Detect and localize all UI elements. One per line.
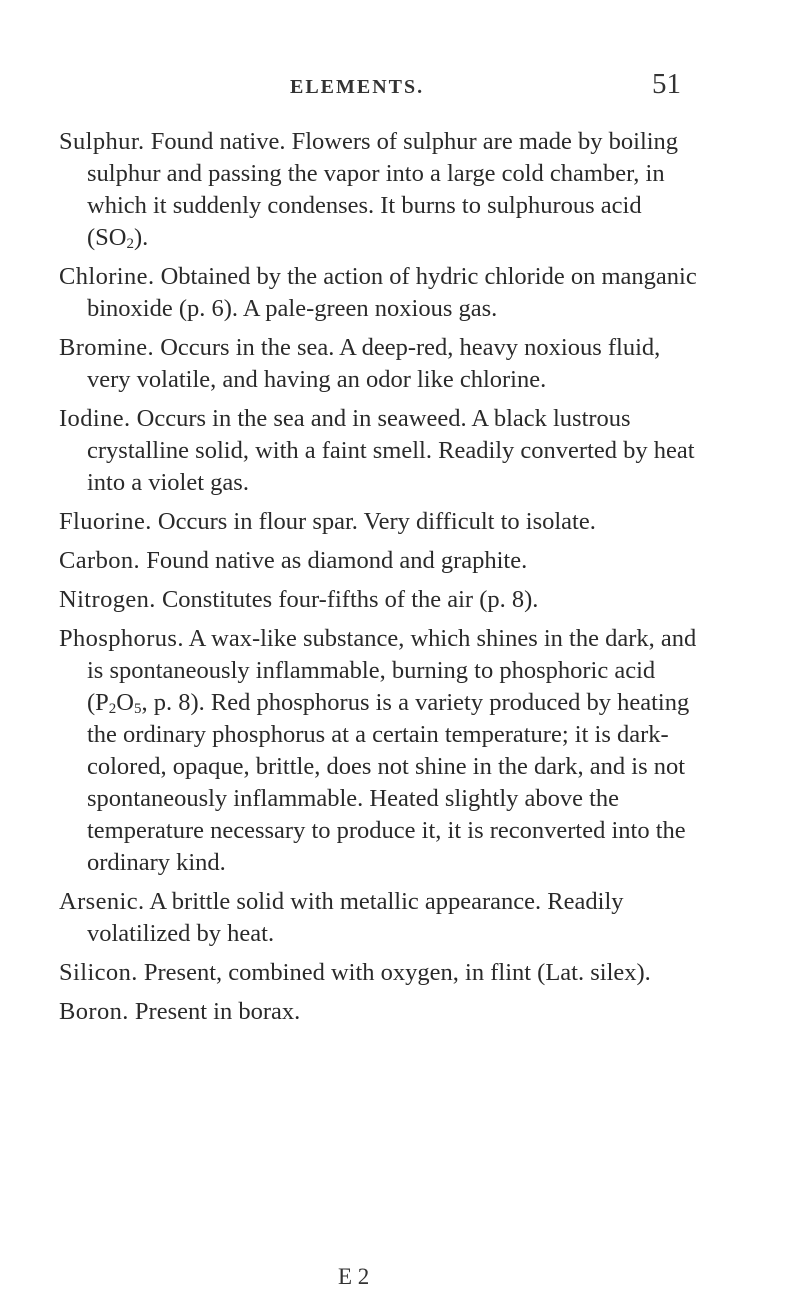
entry-text: Present in borax.: [134, 998, 301, 1025]
entry-term: Phosphorus.: [59, 625, 184, 652]
entry-text: Found native. Flowers of sulphur are made by boiling sulphur and passing the vapor into a large cold chamber, in which it suddenly condenses. It burns to sulphurous acid (SO: [87, 128, 679, 251]
entry-text: Constitutes four-fifths of the air (p. 8).: [161, 586, 539, 613]
entry-nitrogen: [59, 584, 699, 616]
element-list: [59, 126, 699, 1035]
entry-arsenic: [59, 886, 699, 950]
entry-phosphorus: [59, 623, 699, 879]
entry-bromine: [59, 332, 699, 396]
entry-term: Bromine.: [59, 334, 155, 361]
page-number: 51: [652, 68, 681, 100]
entry-text: Present, combined with oxygen, in flint (Lat. silex).: [143, 959, 651, 986]
entry-term: Sulphur.: [59, 128, 145, 155]
entry-text: Occurs in the sea and in seaweed. A black lustrous crystalline solid, with a faint smell. Readily converted by heat into a violet gas.: [87, 405, 695, 496]
formula-subscript: 2: [108, 701, 117, 717]
entry-term: Arsenic.: [59, 888, 145, 915]
entry-sulphur: [59, 126, 699, 254]
entry-text: A wax-like substance, which shines in the dark, and is spontaneously inflammable, burning to phosphoric acid (P: [87, 625, 697, 716]
entry-chlorine: [59, 261, 699, 325]
entry-boron: [59, 996, 699, 1028]
entry-term: Carbon.: [59, 547, 141, 574]
entry-term: Iodine.: [59, 405, 131, 432]
formula-subscript: 2: [126, 236, 134, 252]
entry-text-end: ).: [133, 224, 149, 251]
entry-text-formula: O: [116, 689, 134, 716]
entry-term: Boron.: [59, 998, 129, 1025]
entry-term: Silicon.: [59, 959, 138, 986]
entry-fluorine: [59, 506, 699, 538]
entry-text: A brittle solid with metallic appearance. Readily volatilized by heat.: [87, 888, 624, 947]
entry-silicon: [59, 957, 699, 989]
entry-term: Chlorine.: [59, 263, 155, 290]
entry-iodine: [59, 403, 699, 499]
formula-subscript: 5: [134, 701, 142, 717]
running-header-title: ELEMENTS.: [290, 76, 425, 98]
entry-term: Nitrogen.: [59, 586, 156, 613]
entry-text-end: , p. 8). Red phosphorus is a variety produced by heating the ordinary phosphorus at a certain temperature; it is dark-colored, opaque, brittle, does not shine in the dark, and is not spontaneously inflammable. Heated slightly above the temperature necessary to produce it, it is reconverted into the ordinary kind.: [87, 689, 690, 876]
entry-text: Obtained by the action of hydric chloride on manganic binoxide (p. 6). A pale-green noxious gas.: [87, 263, 697, 322]
entry-term: Fluorine.: [59, 508, 152, 535]
entry-text: Occurs in flour spar. Very difficult to isolate.: [157, 508, 596, 535]
signature-mark: E 2: [338, 1264, 370, 1289]
entry-carbon: [59, 545, 699, 577]
entry-text: Occurs in the sea. A deep-red, heavy noxious fluid, very volatile, and having an odor like chlorine.: [87, 334, 661, 393]
entry-text: Found native as diamond and graphite.: [146, 547, 528, 574]
